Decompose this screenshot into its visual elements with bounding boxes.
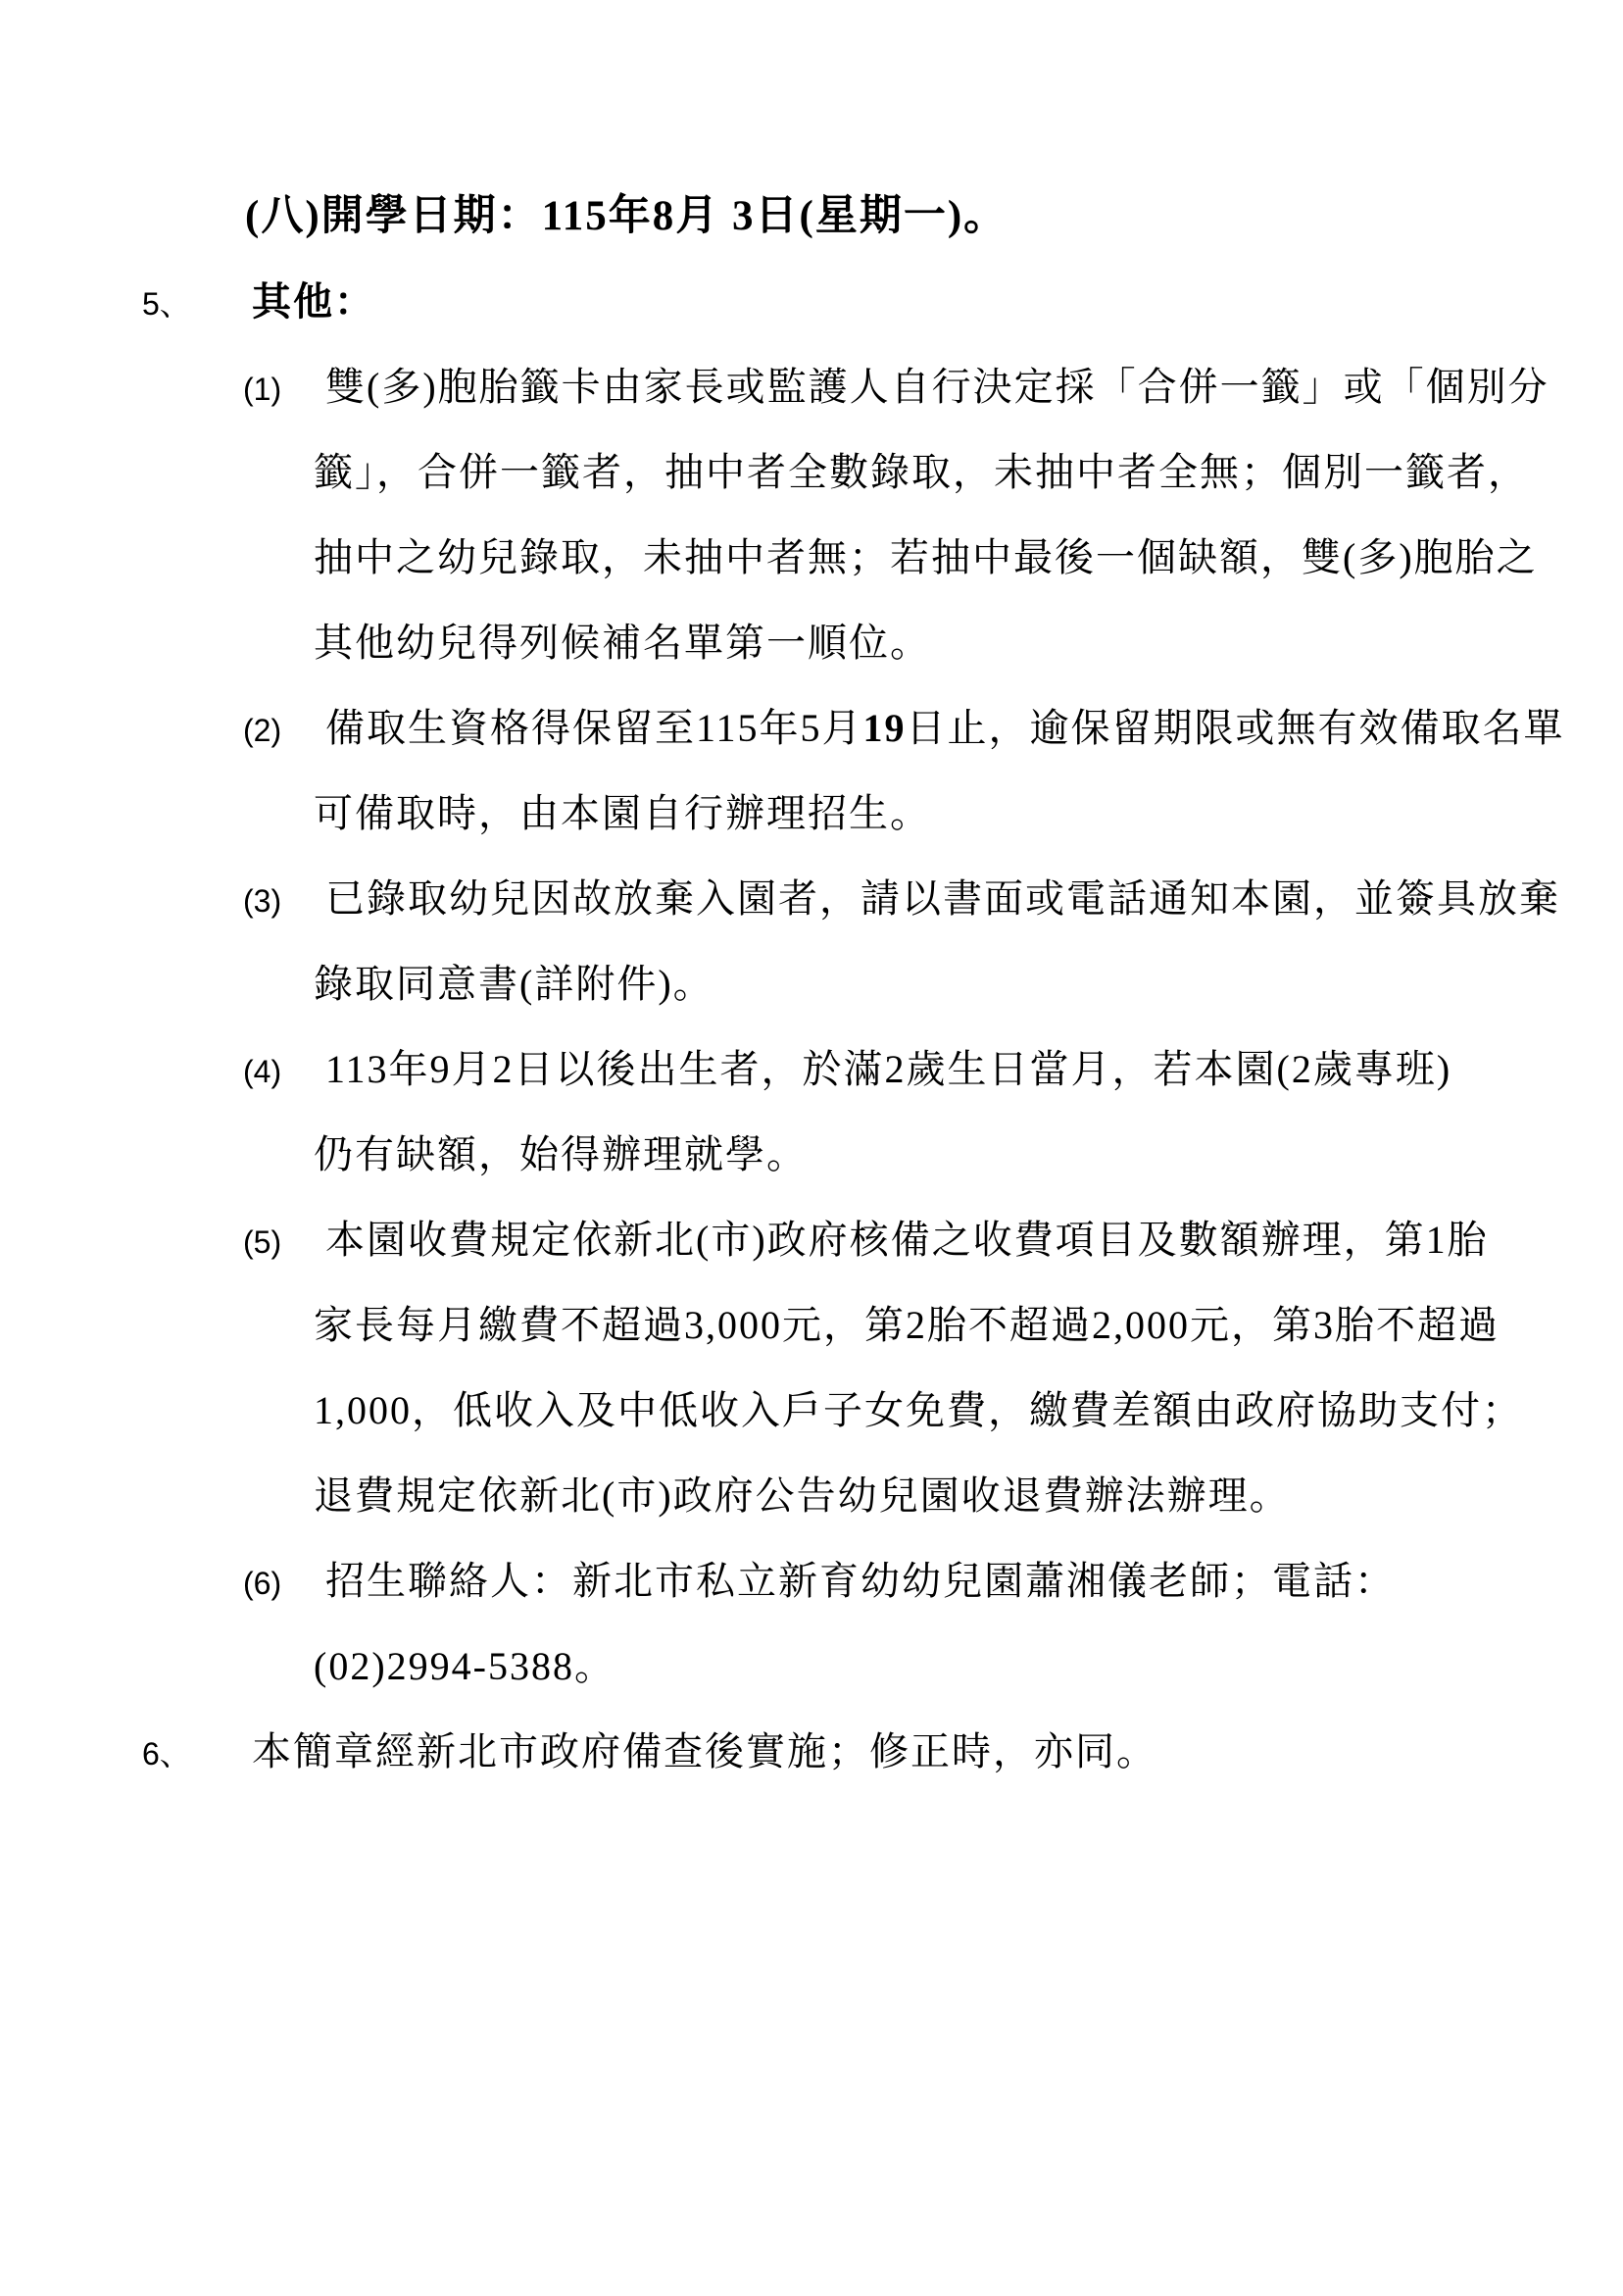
list-item-2-text-pre: 備取生資格得保留至115年5月 — [325, 706, 863, 750]
list-item-1-line-2 — [0, 429, 1623, 515]
list-item-3-text: 已錄取幼兒因故放棄入園者，請以書面或電話通知本園，並簽具放棄 — [325, 876, 1560, 921]
list-item-6-phone: (02)2994-5388。 — [314, 1644, 615, 1688]
list-item-1-number: (1) — [243, 372, 282, 407]
list-item-5-text: 1,000，低收入及中低收入戶子女免費，繳費差額由政府協助支付； — [314, 1388, 1523, 1432]
list-item-1-text: 籤」，合併一籤者，抽中者全數錄取，未抽中者全無；個別一籤者， — [314, 450, 1529, 494]
list-item-1-text: 抽中之幼兒錄取，未抽中者無；若抽中最後一個缺額，雙(多)胞胎之 — [314, 535, 1538, 579]
section-6-heading — [0, 1709, 1623, 1794]
list-item-4-line-2 — [0, 1112, 1623, 1197]
list-item-5-line-4 — [0, 1453, 1623, 1538]
list-item-5-text: 家長每月繳費不超過3,000元，第2胎不超過2,000元，第3胎不超過 — [314, 1303, 1500, 1347]
list-item-6-line-1 — [0, 1538, 1623, 1623]
list-item-5-text: 本園收費規定依新北(市)政府核備之收費項目及數額辦理，第1胎 — [325, 1218, 1489, 1262]
list-item-4-text: 仍有缺額，始得辦理就學。 — [314, 1132, 808, 1176]
section-5-heading — [0, 259, 1623, 344]
list-item-5-number: (5) — [243, 1224, 282, 1260]
list-item-5-line-2 — [0, 1282, 1623, 1368]
list-item-4-text: 113年9月2日以後出生者，於滿2歲生日當月，若本園(2歲專班) — [325, 1047, 1452, 1091]
list-item-3-line-1 — [0, 856, 1623, 941]
list-item-5-line-3 — [0, 1368, 1623, 1453]
section-6-number: 6、 — [142, 1736, 191, 1772]
opening-date-heading — [0, 174, 1623, 259]
list-item-5-text: 退費規定依新北(市)政府公告幼兒園收退費辦法辦理。 — [314, 1473, 1291, 1518]
list-item-1-line-4 — [0, 600, 1623, 685]
section-6-text: 本簡章經新北市政府備查後實施；修正時，亦同。 — [252, 1729, 1157, 1773]
list-item-2-line-1 — [0, 685, 1623, 771]
list-item-5-line-1 — [0, 1197, 1623, 1282]
list-item-6-number: (6) — [243, 1566, 282, 1601]
list-item-3-number: (3) — [243, 883, 282, 919]
list-item-6-line-2 — [0, 1623, 1623, 1709]
list-item-1-line-3 — [0, 515, 1623, 600]
list-item-2-line-2 — [0, 771, 1623, 856]
list-item-4-number: (4) — [243, 1054, 282, 1089]
list-item-2-text-bold-date: 19 — [862, 706, 907, 750]
section-5-number: 5、 — [142, 286, 191, 322]
list-item-3-line-2 — [0, 941, 1623, 1026]
section-5-title: 其他： — [252, 279, 375, 324]
list-item-2-text — [325, 706, 1565, 750]
list-item-1-line-1 — [0, 344, 1623, 429]
list-item-6-text: 招生聯絡人：新北市私立新育幼幼兒園蕭湘儀老師；電話： — [325, 1559, 1396, 1603]
list-item-1-text: 雙(多)胞胎籤卡由家長或監護人自行決定採「合併一籤」或「個別分 — [325, 365, 1549, 409]
list-item-3-text: 錄取同意書(詳附件)。 — [314, 962, 714, 1006]
list-item-2-number: (2) — [243, 713, 282, 748]
list-item-2-text-post: 日止，逾保留期限或無有效備取名單 — [906, 706, 1565, 750]
list-item-2-text: 可備取時，由本園自行辦理招生。 — [314, 791, 931, 835]
opening-date-heading-text: (八)開學日期：115年8月 3日(星期一)。 — [245, 193, 1008, 239]
list-item-1-text: 其他幼兒得列候補名單第一順位。 — [314, 621, 931, 665]
list-item-4-line-1 — [0, 1026, 1623, 1112]
